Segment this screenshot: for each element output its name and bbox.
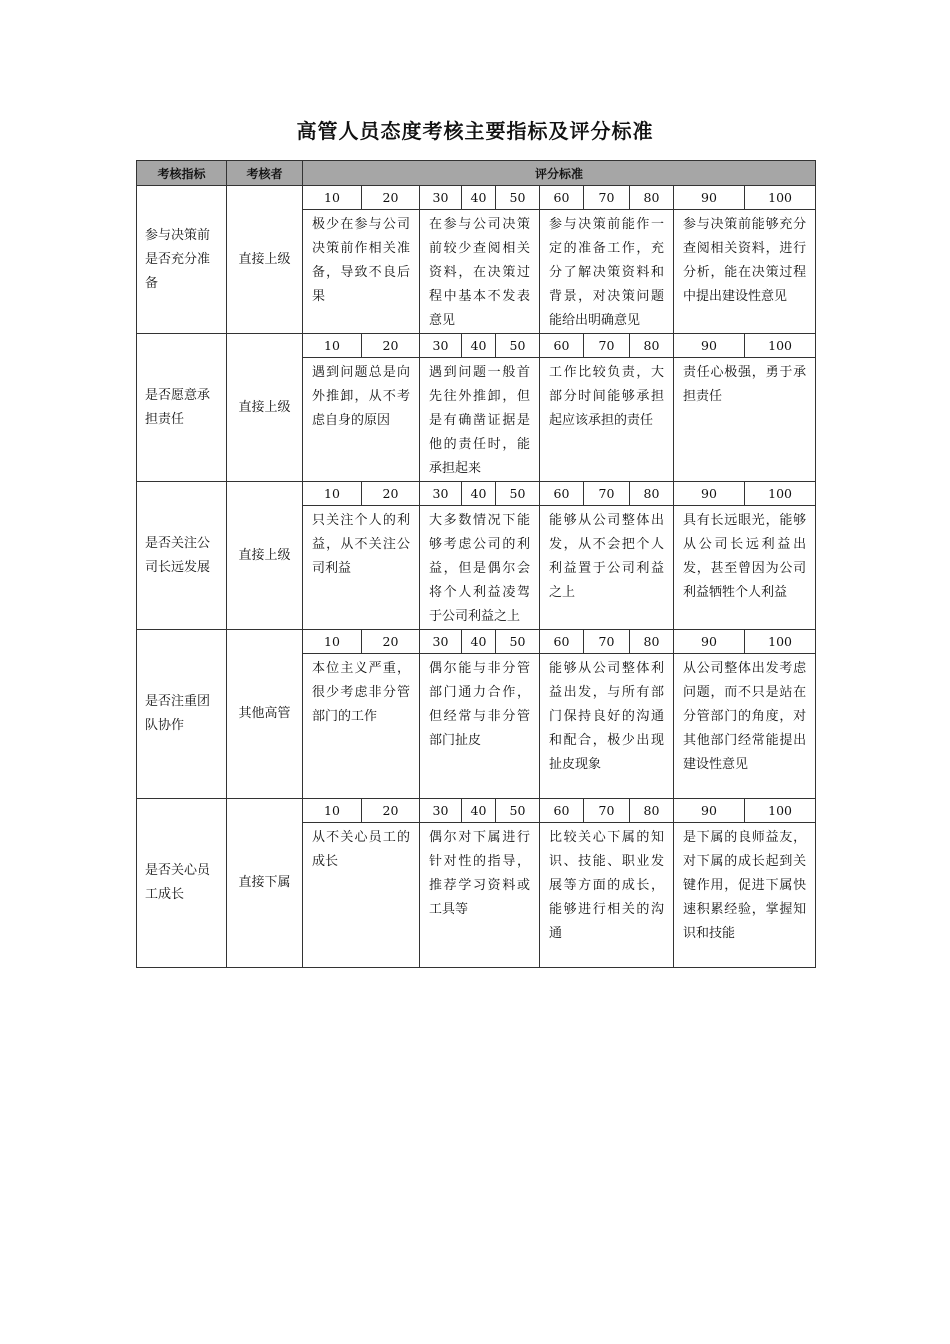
score-level: 80 [630,630,674,654]
indicator-cell: 是否关注公司长远发展 [137,482,227,630]
indicator-cell: 是否愿意承担责任 [137,334,227,482]
criteria-description: 极少在参与公司决策前作相关准备，导致不良后果 [303,210,420,334]
score-row [137,799,816,823]
evaluation-table [136,160,816,968]
score-level: 50 [496,630,540,654]
score-level: 90 [674,630,745,654]
score-level: 80 [630,334,674,358]
score-level: 100 [745,186,816,210]
score-level: 70 [584,630,630,654]
score-level: 30 [420,799,462,823]
score-level: 50 [496,334,540,358]
indicator-cell: 是否注重团队协作 [137,630,227,799]
assessor-cell: 直接上级 [227,482,303,630]
criteria-description: 在参与公司决策前较少查阅相关资料，在决策过程中基本不发表意见 [420,210,540,334]
score-level: 10 [303,482,362,506]
criteria-description: 遇到问题一般首先往外推卸，但是有确凿证据是他的责任时，能承担起来 [420,358,540,482]
score-level: 20 [362,630,420,654]
score-level: 30 [420,482,462,506]
assessor-cell: 直接上级 [227,186,303,334]
score-level: 100 [745,630,816,654]
score-level: 70 [584,334,630,358]
score-level: 30 [420,630,462,654]
criteria-description: 从公司整体出发考虑问题，而不只是站在分管部门的角度，对其他部门经常能提出建设性意见 [674,654,816,799]
header-criteria: 评分标准 [303,161,816,186]
criteria-description: 责任心极强，勇于承担责任 [674,358,816,482]
score-level: 90 [674,334,745,358]
score-row [137,334,816,358]
score-level: 20 [362,482,420,506]
score-level: 90 [674,799,745,823]
criteria-description: 大多数情况下能够考虑公司的利益，但是偶尔会将个人利益凌驾于公司利益之上 [420,506,540,630]
criteria-description: 能够从公司整体出发，从不会把个人利益置于公司利益之上 [540,506,674,630]
score-level: 10 [303,186,362,210]
score-level: 90 [674,186,745,210]
indicator-cell: 是否关心员工成长 [137,799,227,968]
score-level: 40 [462,630,496,654]
score-level: 100 [745,334,816,358]
criteria-description: 工作比较负责，大部分时间能够承担起应该承担的责任 [540,358,674,482]
header-indicator: 考核指标 [137,161,227,186]
score-level: 60 [540,630,584,654]
criteria-description: 从不关心员工的成长 [303,823,420,968]
score-row [137,482,816,506]
score-level: 20 [362,799,420,823]
score-level: 80 [630,482,674,506]
score-row [137,630,816,654]
criteria-description: 只关注个人的利益，从不关注公司利益 [303,506,420,630]
score-level: 40 [462,799,496,823]
criteria-description: 本位主义严重，很少考虑非分管部门的工作 [303,654,420,799]
criteria-description: 是下属的良师益友，对下属的成长起到关键作用，促进下属快速积累经验，掌握知识和技能 [674,823,816,968]
score-level: 50 [496,186,540,210]
score-level: 80 [630,186,674,210]
score-level: 10 [303,334,362,358]
criteria-description: 参与决策前能作一定的准备工作，充分了解决策资料和背景，对决策问题能给出明确意见 [540,210,674,334]
score-level: 40 [462,186,496,210]
criteria-description: 参与决策前能够充分查阅相关资料，进行分析，能在决策过程中提出建设性意见 [674,210,816,334]
header-assessor: 考核者 [227,161,303,186]
score-row [137,186,816,210]
score-level: 70 [584,482,630,506]
criteria-description: 偶尔能与非分管部门通力合作，但经常与非分管部门扯皮 [420,654,540,799]
criteria-description: 比较关心下属的知识、技能、职业发展等方面的成长，能够进行相关的沟通 [540,823,674,968]
score-level: 40 [462,482,496,506]
score-level: 30 [420,334,462,358]
score-level: 100 [745,799,816,823]
table-body [137,186,816,968]
criteria-description: 能够从公司整体利益出发，与所有部门保持良好的沟通和配合，极少出现扯皮现象 [540,654,674,799]
score-level: 90 [674,482,745,506]
table-header-row [137,161,816,186]
score-level: 70 [584,186,630,210]
score-level: 40 [462,334,496,358]
score-level: 70 [584,799,630,823]
score-level: 10 [303,799,362,823]
score-level: 10 [303,630,362,654]
score-level: 50 [496,799,540,823]
score-level: 30 [420,186,462,210]
score-level: 60 [540,482,584,506]
assessor-cell: 直接上级 [227,334,303,482]
criteria-description: 遇到问题总是向外推卸，从不考虑自身的原因 [303,358,420,482]
assessor-cell: 直接下属 [227,799,303,968]
score-level: 100 [745,482,816,506]
score-level: 20 [362,334,420,358]
indicator-cell: 参与决策前是否充分准备 [137,186,227,334]
score-level: 60 [540,186,584,210]
criteria-description: 具有长远眼光，能够从公司长远利益出发，甚至曾因为公司利益牺牲个人利益 [674,506,816,630]
score-level: 50 [496,482,540,506]
assessor-cell: 其他高管 [227,630,303,799]
score-level: 80 [630,799,674,823]
score-level: 60 [540,334,584,358]
criteria-description: 偶尔对下属进行针对性的指导，推荐学习资料或工具等 [420,823,540,968]
page-title: 高管人员态度考核主要指标及评分标准 [296,119,654,143]
score-level: 20 [362,186,420,210]
score-level: 60 [540,799,584,823]
